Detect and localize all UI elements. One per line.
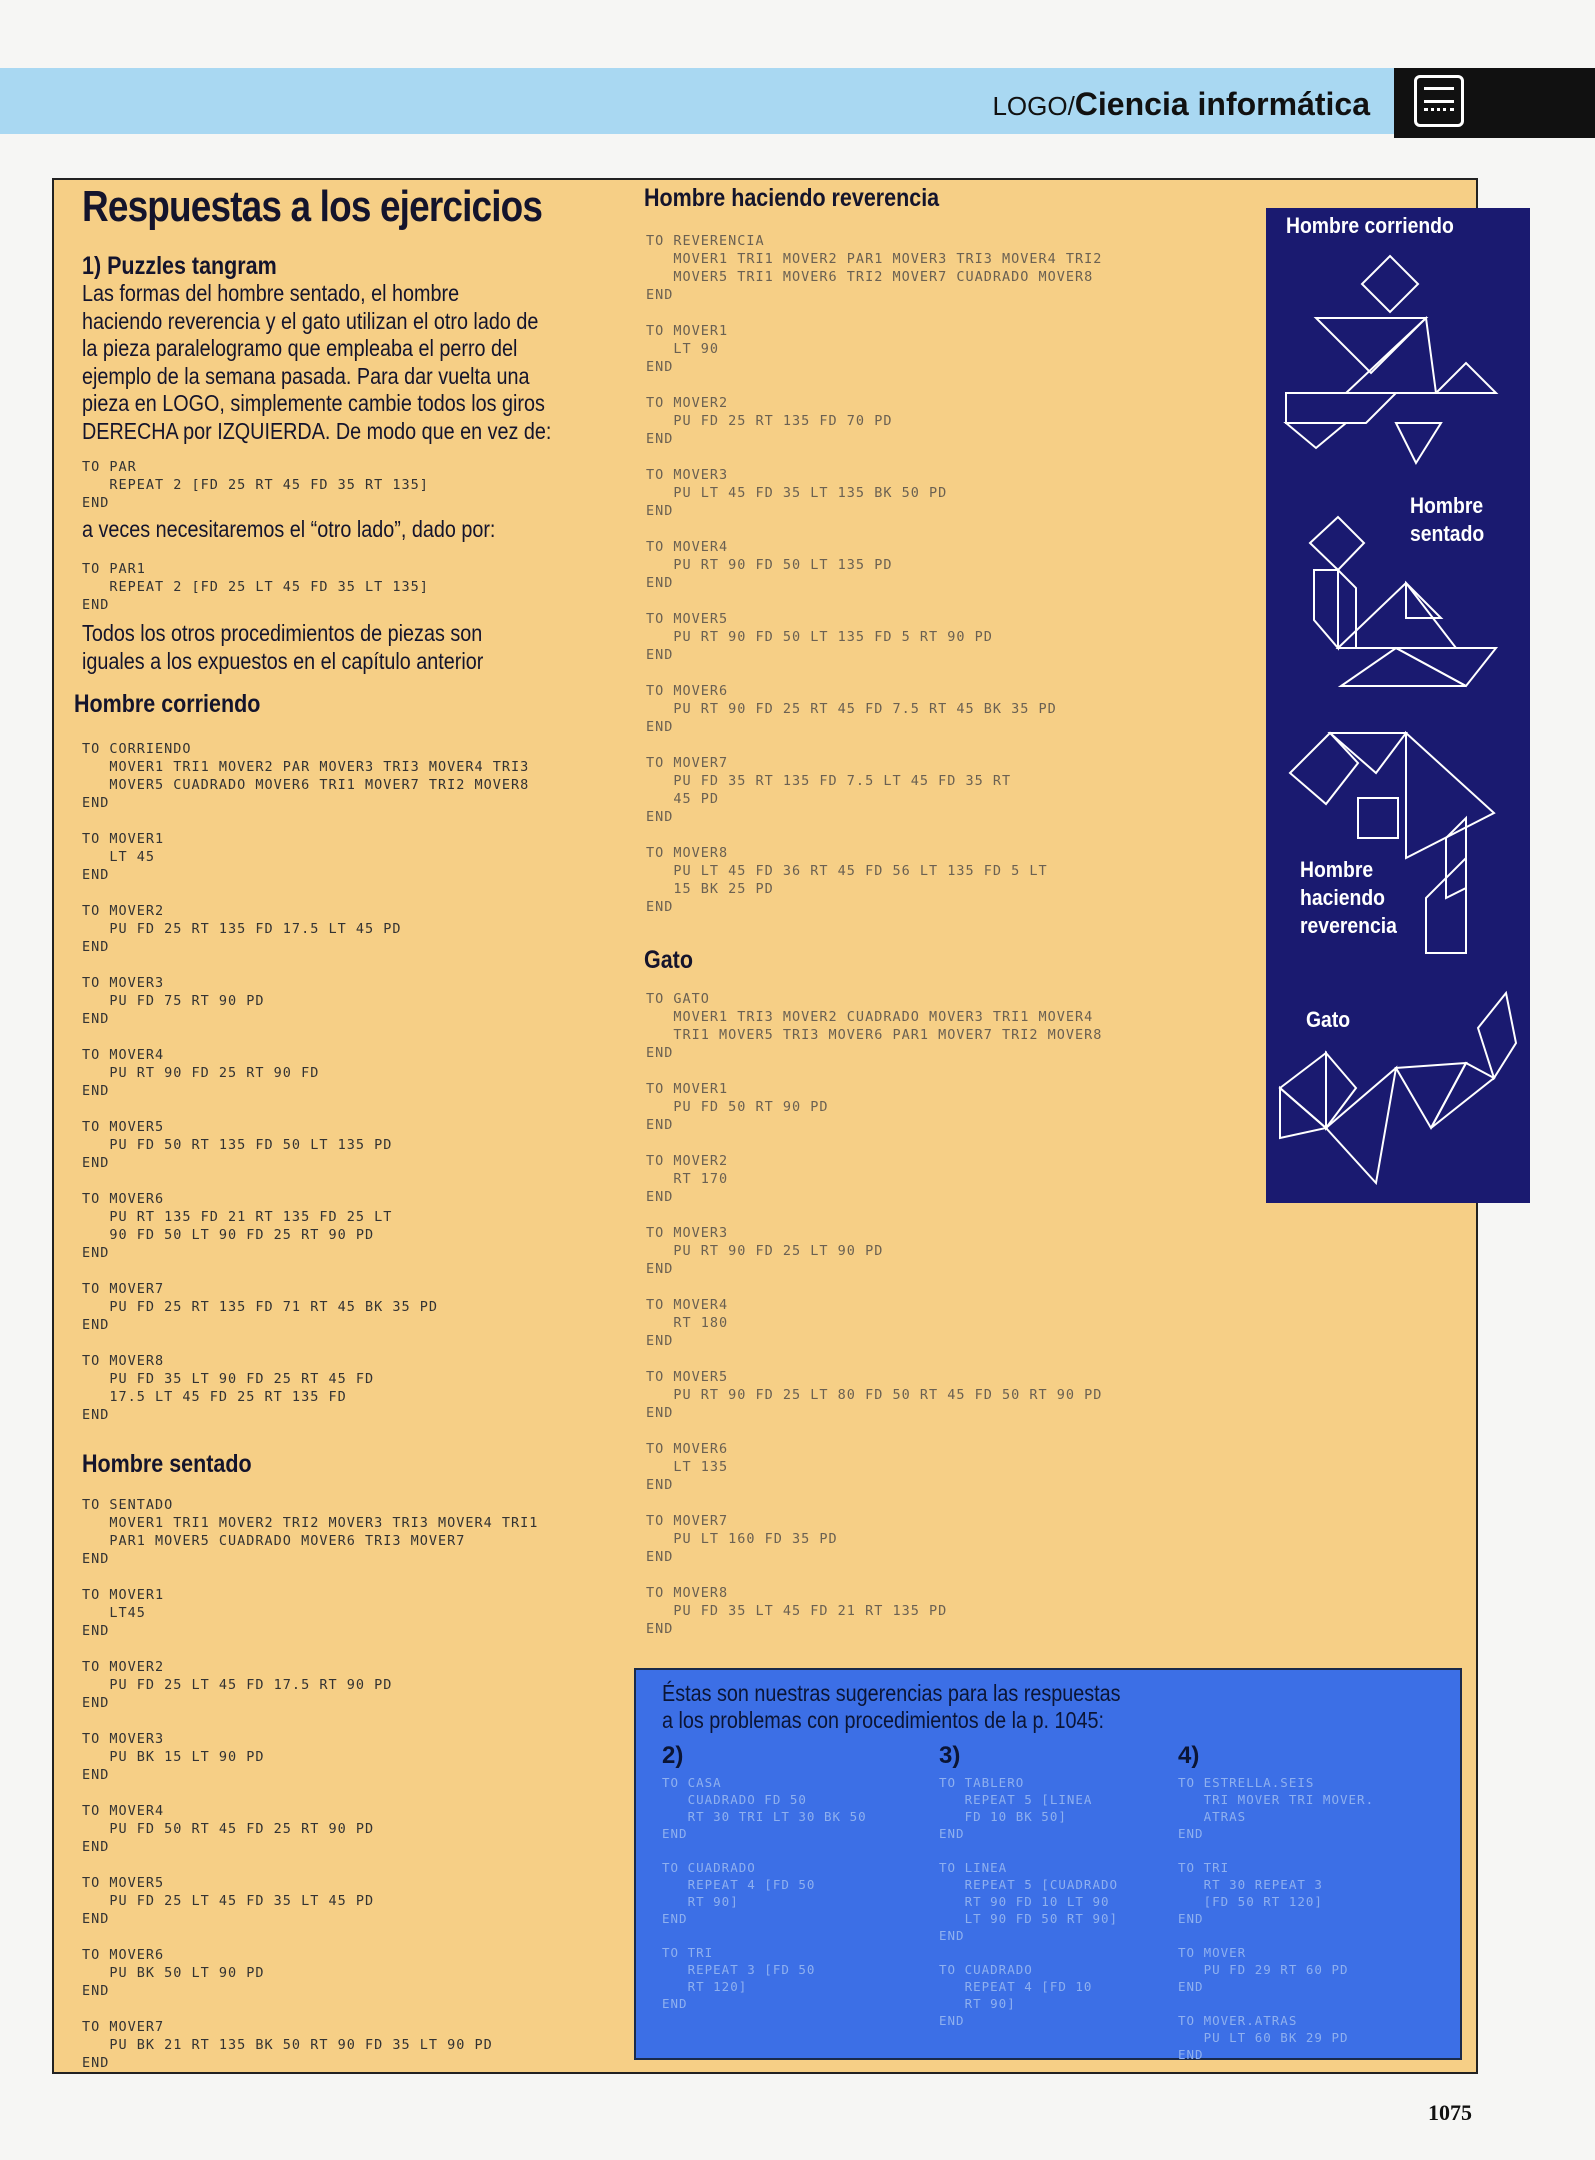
puzzles-between-text: a veces necesitaremos el “otro lado”, dado por: xyxy=(82,516,496,542)
puzzles-heading: 1) Puzzles tangram xyxy=(82,252,277,280)
tangram-figures-panel xyxy=(1266,208,1530,1203)
section-title xyxy=(992,86,1370,123)
puzzles-closing: Todos los otros procedimientos de piezas son iguales a los expuestos en el capítulo anterior xyxy=(82,620,484,674)
page-number: 1075 xyxy=(1428,2100,1472,2125)
code-par1: TO PAR1 REPEAT 2 [FD 25 LT 45 FD 35 LT 135] END xyxy=(82,561,429,613)
reverencia-code: TO REVERENCIA MOVER1 TRI1 MOVER2 PAR1 MOVER3 TRI3 MOVER4 TRI2 MOVER5 TRI1 MOVER6 TRI2 MOVER7 CUADRADO MOVER8 END TO MOVER1 LT 90 END TO MOVER2 PU FD 25 RT 135 FD 70 PD END TO MOVER3 PU LT 45 FD 35 LT 135 BK 50 PD END TO MOVER4 PU RT 90 FD 50 LT 135 PD END TO MOVER5 PU RT 90 FD 50 LT 135 FD 5 RT 90 PD END TO MOVER6 PU RT 90 FD 25 RT 45 FD 7.5 RT 45 BK 35 PD END TO MOVER7 PU FD 35 RT 135 FD 7.5 LT 45 FD 35 RT 45 PD END TO MOVER8 PU LT 45 FD 36 RT 45 FD 56 LT 135 FD 5 LT 15 BK 25 PD END xyxy=(646,233,1103,915)
code-par: TO PAR REPEAT 2 [FD 25 RT 45 FD 35 RT 135] END xyxy=(82,459,429,511)
gato-code: TO GATO MOVER1 TRI3 MOVER2 CUADRADO MOVER3 TRI1 MOVER4 TRI1 MOVER5 TRI3 MOVER6 PAR1 MOVER7 TRI2 MOVER8 END TO MOVER1 PU FD 50 RT 90 PD END TO MOVER2 RT 170 END TO MOVER3 PU RT 90 FD 25 LT 90 PD END TO MOVER4 RT 180 END TO MOVER5 PU RT 90 FD 25 LT 80 FD 50 RT 45 FD 50 RT 90 PD END TO MOVER6 LT 135 END TO MOVER7 PU LT 160 FD 35 PD END TO MOVER8 PU FD 35 LT 45 FD 21 RT 135 PD END xyxy=(646,991,1103,1637)
page-title: Respuestas a los ejercicios xyxy=(82,182,543,231)
sentado-code: TO SENTADO MOVER1 TRI1 MOVER2 TRI2 MOVER3 TRI3 MOVER4 TRI1 PAR1 MOVER5 CUADRADO MOVER6 TRI3 MOVER7 END TO MOVER1 LT45 END TO MOVER2 PU FD 25 LT 45 FD 17.5 RT 90 PD END TO MOVER3 PU BK 15 LT 90 PD END TO MOVER4 PU FD 50 RT 45 FD 25 RT 90 PD END TO MOVER5 PU FD 25 LT 45 FD 35 LT 45 PD END TO MOVER6 PU BK 50 LT 90 PD END TO MOVER7 PU BK 21 RT 135 BK 50 RT 90 FD 35 LT 90 PD END xyxy=(82,1497,539,2071)
answer-number-4: 4) xyxy=(1178,1742,1200,1769)
reverencia-heading: Hombre haciendo reverencia xyxy=(644,184,940,212)
logo-word: LOGO/ xyxy=(992,91,1075,121)
gato-heading: Gato xyxy=(644,946,693,974)
figure-label-reverencia: Hombre haciendo reverencia xyxy=(1300,857,1397,938)
answers-intro: Éstas son nuestras sugerencias para las respuestas a los problemas con procedimientos de la p. 1045: xyxy=(662,1680,1121,1733)
figure-gato xyxy=(1280,993,1516,1183)
corriendo-heading: Hombre corriendo xyxy=(74,690,261,718)
page-top-margin xyxy=(0,0,1595,68)
puzzles-paragraph: Las formas del hombre sentado, el hombre haciendo reverencia y el gato utilizan el otro lado de la pieza paralelogramo que empleaba el perro del ejemplo de la semana pasada. Para dar vuelta una pieza en LOGO, simplemente cambie todos los giros DERECHA por IZQUIERDA. De modo que en vez de: xyxy=(82,280,552,444)
answer-number-2: 2) xyxy=(662,1742,684,1769)
figure-label-gato: Gato xyxy=(1306,1007,1351,1032)
answer-number-3: 3) xyxy=(939,1742,961,1769)
answer-code-2: TO CASA CUADRADO FD 50 RT 30 TRI LT 30 BK 50 END TO CUADRADO REPEAT 4 [FD 50 RT 90] END TO TRI REPEAT 3 [FD 50 RT 120] END xyxy=(662,1775,867,2011)
figure-label-corriendo: Hombre corriendo xyxy=(1286,213,1454,238)
corriendo-code: TO CORRIENDO MOVER1 TRI1 MOVER2 PAR MOVER3 TRI3 MOVER4 TRI3 MOVER5 CUADRADO MOVER6 TRI1 MOVER7 TRI2 MOVER8 END TO MOVER1 LT 45 END TO MOVER2 PU FD 25 RT 135 FD 17.5 LT 45 PD END TO MOVER3 PU FD 75 RT 90 PD END TO MOVER4 PU RT 90 FD 25 RT 90 FD END TO MOVER5 PU FD 50 RT 135 FD 50 LT 135 PD END TO MOVER6 PU RT 135 FD 21 RT 135 FD 25 LT 90 FD 50 LT 90 FD 25 RT 90 PD END TO MOVER7 PU FD 25 RT 135 FD 71 RT 45 BK 35 PD END TO MOVER8 PU FD 35 LT 90 FD 25 RT 45 FD 17.5 LT 45 FD 25 RT 135 FD END xyxy=(82,741,530,1423)
answer-code-4: TO ESTRELLA.SEIS TRI MOVER TRI MOVER. ATRAS END TO TRI RT 30 REPEAT 3 [FD 50 RT 120] END TO MOVER PU FD 29 RT 60 PD END TO MOVER.ATRAS PU LT 60 BK 29 PD END xyxy=(1178,1775,1375,2062)
section-name: Ciencia informática xyxy=(1074,86,1370,122)
section-icon-box xyxy=(1394,68,1595,138)
answers-page xyxy=(52,178,1485,2074)
tangram-drawings xyxy=(1266,208,1530,1203)
figure-label-sentado: Hombre sentado xyxy=(1410,493,1485,546)
figure-sentado xyxy=(1310,517,1496,686)
figure-corriendo xyxy=(1286,256,1496,463)
answer-code-3: TO TABLERO REPEAT 5 [LINEA FD 10 BK 50] END TO LINEA REPEAT 5 [CUADRADO RT 90 FD 10 LT 90 LT 90 FD 50 RT 90] END TO CUADRADO REPEAT 4 [FD 10 RT 90] END xyxy=(939,1775,1119,2028)
sentado-heading: Hombre sentado xyxy=(82,1450,252,1478)
figure-reverencia xyxy=(1290,733,1494,953)
computer-screen-icon xyxy=(1414,75,1464,127)
section-header-band xyxy=(0,68,1595,134)
procedure-answers-box xyxy=(634,1668,1462,2060)
